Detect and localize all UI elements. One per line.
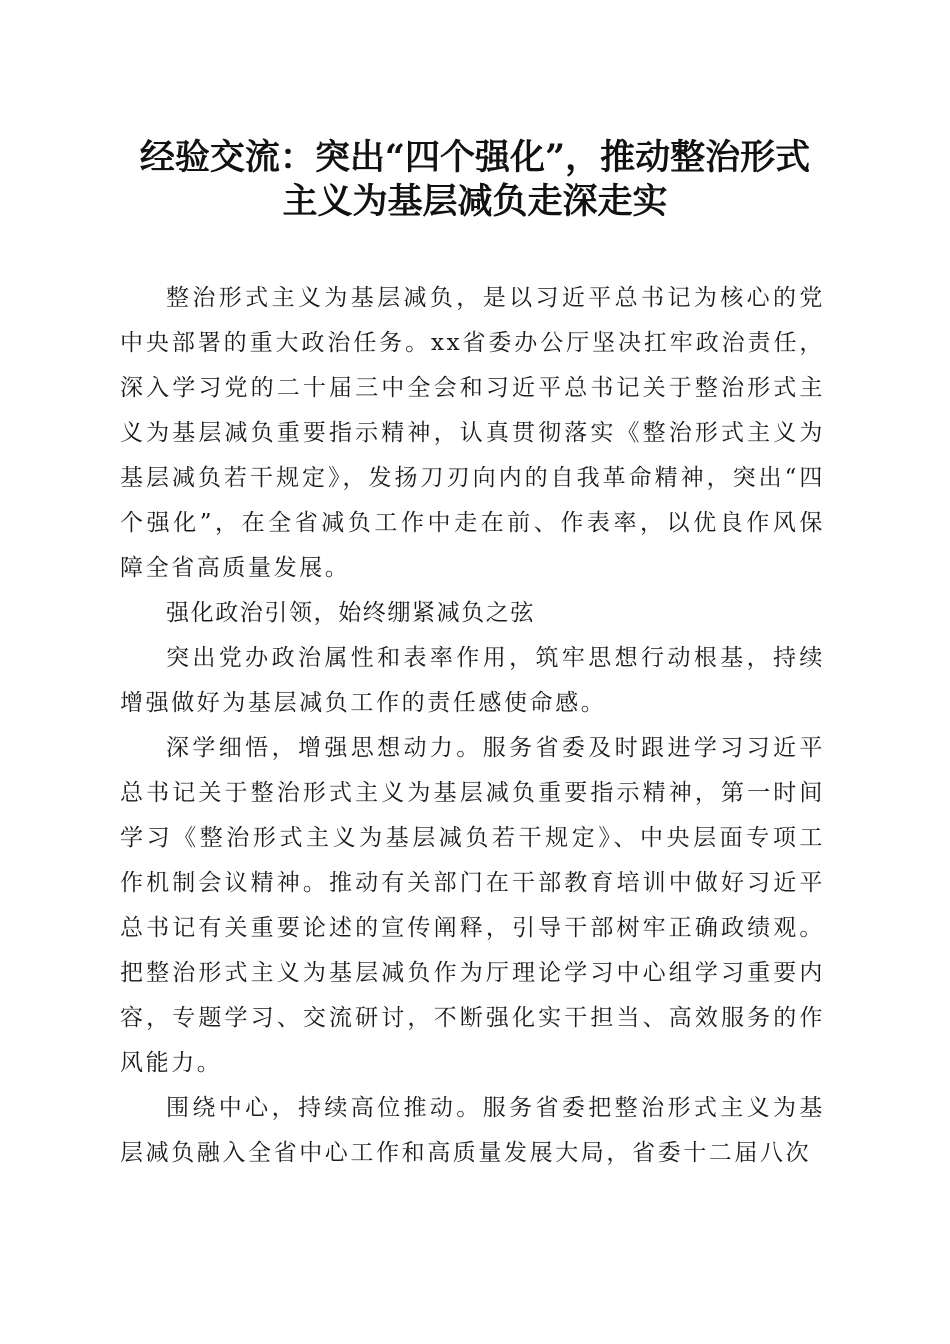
section-heading: 强化政治引领，始终绷紧减负之弦 <box>166 600 535 626</box>
title-line-1: 经验交流：突出“四个强化”，推动整治形式 <box>139 137 811 178</box>
title-line-2: 主义为基层减负走深走实 <box>282 181 668 222</box>
study-paragraph: 深学细悟，增强思想动力。服务省委及时跟进学习习近平总书记关于整治形式主义为基层减负重要指示精神，第一时间学习《整治形式主义为基层减负若干规定》、中央层面专项工作机制会议精神。推动有关部门在干部教育培训中做好习近平总书记有关重要论述的宣传阐释，引导干部树牢正确政绩观。把整治形式主义为基层减负作为厅理论学习中心组学习重要内容，专题学习、交流研讨，不断强化实干担当、高效服务的作风能力。 <box>120 735 825 1076</box>
promotion-paragraph: 围绕中心，持续高位推动。服务省委把整治形式主义为基层减负融入全省中心工作和高质量发展大局，省委十二届八次 <box>120 1095 825 1166</box>
document-title <box>110 136 840 224</box>
intro-paragraph: 整治形式主义为基层减负，是以习近平总书记为核心的党中央部署的重大政治任务。xx省委办公厅坚决扛牢政治责任，深入学习党的二十届三中全会和习近平总书记关于整治形式主义为基层减负重要指示精神，认真贯彻落实《整治形式主义为基层减负若干规定》，发扬刀刃向内的自我革命精神，突出“四个强化”，在全省减负工作中走在前、作表率，以优良作风保障全省高质量发展。 <box>120 285 825 581</box>
section-summary-paragraph: 突出党办政治属性和表率作用，筑牢思想行动根基，持续增强做好为基层减负工作的责任感使命感。 <box>120 645 825 716</box>
document-body <box>120 276 825 1176</box>
